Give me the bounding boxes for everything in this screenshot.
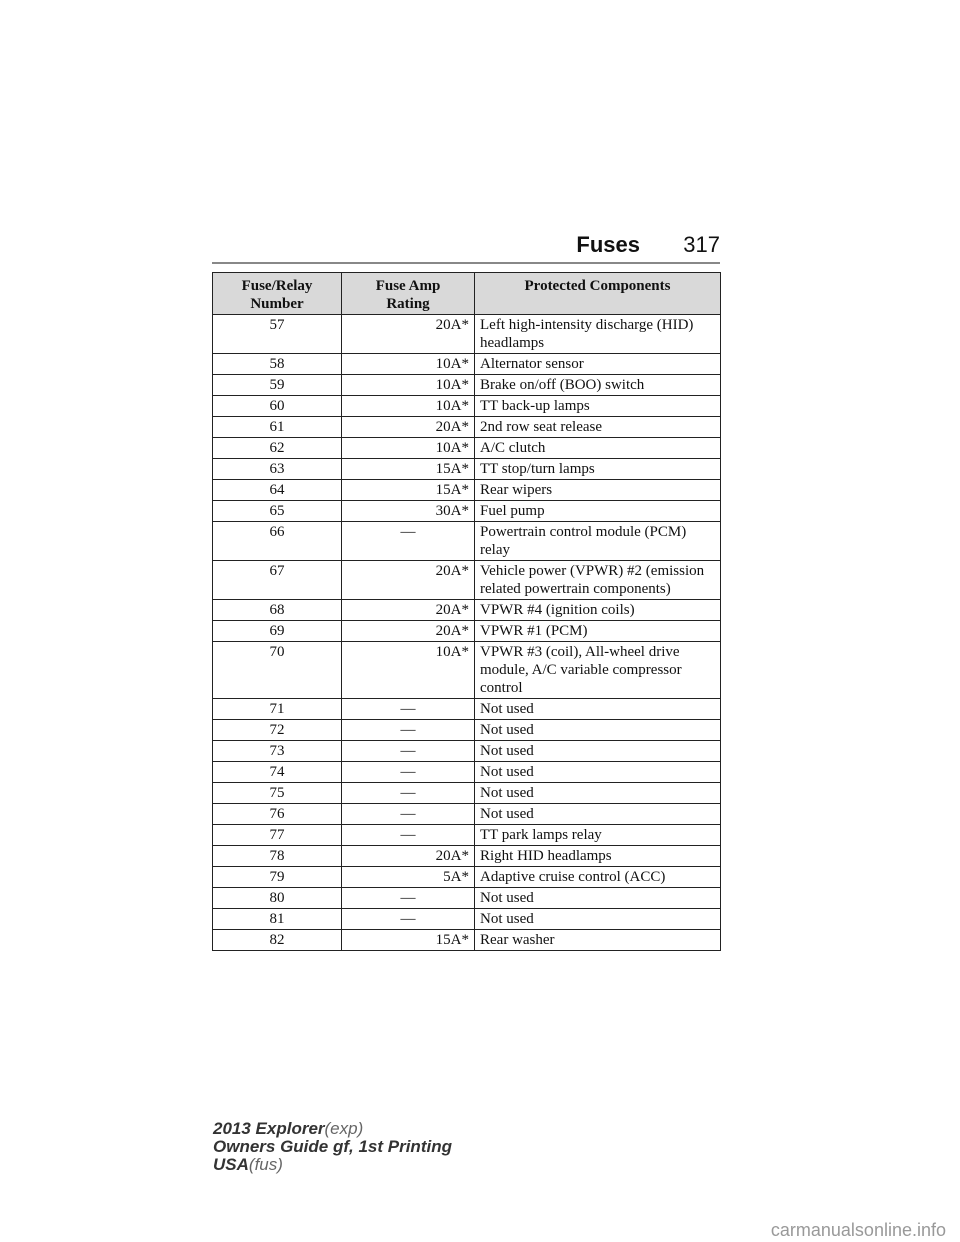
page-header [212, 232, 720, 264]
fuse-number-cell: 63 [213, 459, 342, 480]
footer-model: 2013 Explorer [213, 1119, 325, 1138]
protected-components-cell: VPWR #4 (ignition coils) [475, 600, 721, 621]
header-amp-rating-line1: Fuse Amp [375, 278, 441, 294]
header-protected-components-label: Protected Components [524, 278, 671, 294]
amp-rating-cell: — [342, 762, 475, 783]
fuse-number-cell: 70 [213, 642, 342, 699]
protected-components-cell: TT stop/turn lamps [475, 459, 721, 480]
fuse-number-cell: 71 [213, 699, 342, 720]
table-row [213, 930, 721, 951]
table-row [213, 741, 721, 762]
amp-rating-cell: 20A* [342, 315, 475, 354]
table-row [213, 396, 721, 417]
header-protected-components [475, 273, 721, 315]
fuse-number-cell: 65 [213, 501, 342, 522]
amp-rating-cell: 20A* [342, 561, 475, 600]
protected-components-cell: Not used [475, 699, 721, 720]
amp-rating-cell: 20A* [342, 417, 475, 438]
table-row [213, 501, 721, 522]
table-row [213, 459, 721, 480]
table-row [213, 438, 721, 459]
protected-components-cell: Right HID headlamps [475, 846, 721, 867]
protected-components-cell: Not used [475, 762, 721, 783]
protected-components-cell: Powertrain control module (PCM) relay [475, 522, 721, 561]
fuse-number-cell: 80 [213, 888, 342, 909]
header-amp-rating-line2: Rating [386, 296, 430, 312]
fuse-number-cell: 59 [213, 375, 342, 396]
amp-rating-cell: 10A* [342, 354, 475, 375]
fuse-number-cell: 72 [213, 720, 342, 741]
protected-components-cell: Not used [475, 804, 721, 825]
fuse-number-cell: 68 [213, 600, 342, 621]
table-row [213, 783, 721, 804]
table-row [213, 561, 721, 600]
amp-rating-cell: — [342, 720, 475, 741]
amp-rating-cell: 20A* [342, 600, 475, 621]
protected-components-cell: Not used [475, 888, 721, 909]
fuse-table [212, 272, 721, 951]
table-row [213, 642, 721, 699]
table-header-row [213, 273, 721, 315]
protected-components-cell: Alternator sensor [475, 354, 721, 375]
fuse-number-cell: 81 [213, 909, 342, 930]
header-amp-rating [342, 273, 475, 315]
protected-components-cell: Left high-intensity discharge (HID) headlamps [475, 315, 721, 354]
amp-rating-cell: — [342, 909, 475, 930]
table-row [213, 417, 721, 438]
protected-components-cell: Vehicle power (VPWR) #2 (emission related powertrain components) [475, 561, 721, 600]
protected-components-cell: Not used [475, 741, 721, 762]
amp-rating-cell: 15A* [342, 930, 475, 951]
protected-components-cell: TT back-up lamps [475, 396, 721, 417]
fuse-number-cell: 76 [213, 804, 342, 825]
protected-components-cell: VPWR #1 (PCM) [475, 621, 721, 642]
section-title: Fuses [576, 232, 640, 257]
header-fuse-number-line2: Number [250, 296, 304, 312]
footer-printing: Owners Guide gf, 1st Printing [213, 1137, 452, 1156]
header-fuse-number [213, 273, 342, 315]
fuse-number-cell: 69 [213, 621, 342, 642]
table-row [213, 825, 721, 846]
protected-components-cell: Rear wipers [475, 480, 721, 501]
watermark: carmanualsonline.info [770, 1220, 946, 1240]
fuse-number-cell: 58 [213, 354, 342, 375]
table-row [213, 804, 721, 825]
footer-market-code: (fus) [248, 1155, 283, 1174]
fuse-number-cell: 75 [213, 783, 342, 804]
table-row [213, 720, 721, 741]
fuse-number-cell: 73 [213, 741, 342, 762]
table-row [213, 480, 721, 501]
amp-rating-cell: — [342, 741, 475, 762]
document-footer [213, 1120, 452, 1174]
table-row [213, 909, 721, 930]
fuse-number-cell: 67 [213, 561, 342, 600]
protected-components-cell: 2nd row seat release [475, 417, 721, 438]
amp-rating-cell: — [342, 804, 475, 825]
table-row [213, 375, 721, 396]
table-row [213, 600, 721, 621]
table-row [213, 762, 721, 783]
protected-components-cell: VPWR #3 (coil), All-wheel drive module, A/C variable compressor control [475, 642, 721, 699]
fuse-number-cell: 57 [213, 315, 342, 354]
table-row [213, 354, 721, 375]
amp-rating-cell: — [342, 888, 475, 909]
table-row [213, 888, 721, 909]
table-body [213, 315, 721, 951]
protected-components-cell: Brake on/off (BOO) switch [475, 375, 721, 396]
fuse-number-cell: 61 [213, 417, 342, 438]
protected-components-cell: A/C clutch [475, 438, 721, 459]
footer-line-2 [213, 1138, 452, 1156]
amp-rating-cell: 10A* [342, 438, 475, 459]
protected-components-cell: Fuel pump [475, 501, 721, 522]
protected-components-cell: Not used [475, 909, 721, 930]
fuse-number-cell: 64 [213, 480, 342, 501]
protected-components-cell: Not used [475, 720, 721, 741]
protected-components-cell: Not used [475, 783, 721, 804]
protected-components-cell: Rear washer [475, 930, 721, 951]
fuse-number-cell: 66 [213, 522, 342, 561]
amp-rating-cell: 15A* [342, 480, 475, 501]
fuse-number-cell: 74 [213, 762, 342, 783]
footer-line-3 [213, 1156, 452, 1174]
amp-rating-cell: 5A* [342, 867, 475, 888]
table-row [213, 867, 721, 888]
table-row [213, 621, 721, 642]
header-fuse-number-line1: Fuse/Relay [241, 278, 313, 294]
fuse-number-cell: 77 [213, 825, 342, 846]
table-row [213, 846, 721, 867]
fuse-number-cell: 78 [213, 846, 342, 867]
amp-rating-cell: 20A* [342, 846, 475, 867]
footer-line-1 [213, 1120, 452, 1138]
amp-rating-cell: 10A* [342, 375, 475, 396]
fuse-number-cell: 82 [213, 930, 342, 951]
table-row [213, 699, 721, 720]
amp-rating-cell: 10A* [342, 396, 475, 417]
amp-rating-cell: — [342, 783, 475, 804]
amp-rating-cell: 20A* [342, 621, 475, 642]
table-row [213, 315, 721, 354]
amp-rating-cell: — [342, 825, 475, 846]
amp-rating-cell: — [342, 522, 475, 561]
amp-rating-cell: — [342, 699, 475, 720]
footer-model-code: (exp) [324, 1119, 364, 1138]
amp-rating-cell: 10A* [342, 642, 475, 699]
amp-rating-cell: 15A* [342, 459, 475, 480]
fuse-number-cell: 60 [213, 396, 342, 417]
footer-market: USA [213, 1155, 249, 1174]
protected-components-cell: TT park lamps relay [475, 825, 721, 846]
fuse-number-cell: 62 [213, 438, 342, 459]
fuse-number-cell: 79 [213, 867, 342, 888]
protected-components-cell: Adaptive cruise control (ACC) [475, 867, 721, 888]
page-number: 317 [683, 232, 720, 257]
amp-rating-cell: 30A* [342, 501, 475, 522]
table-row [213, 522, 721, 561]
